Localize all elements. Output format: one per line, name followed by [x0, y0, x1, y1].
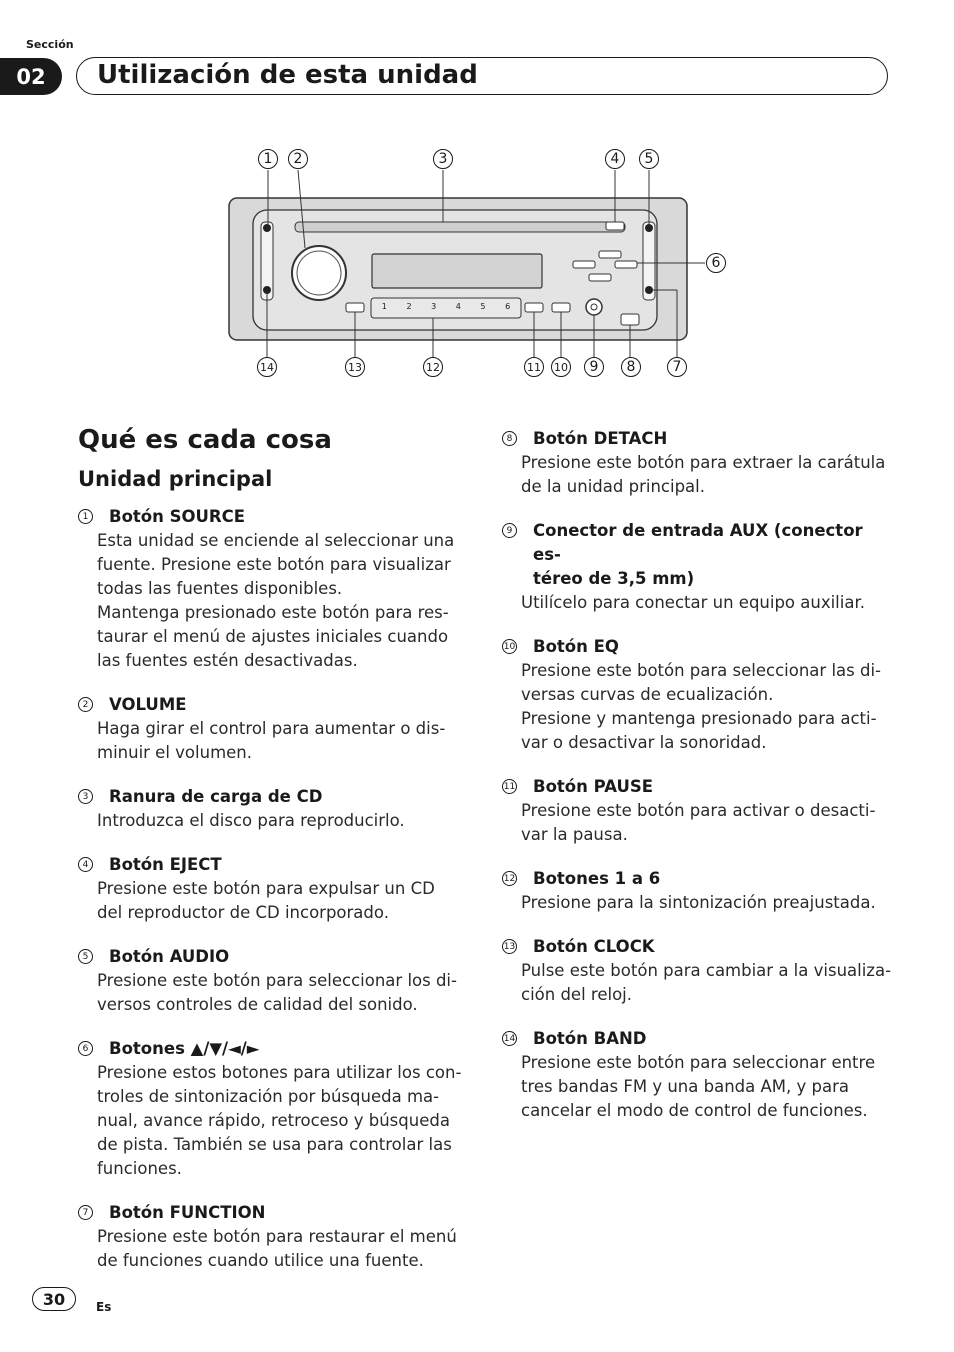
- section-number: 02: [0, 58, 62, 95]
- preset-labels: [372, 302, 520, 311]
- item-description: Presione estos botones para utilizar los con- troles de sintonización por búsqueda ma- nual, avance rápido, retroceso y búsqueda de pista. También se usa para controlar las funciones.: [97, 1063, 462, 1178]
- item-heading: [502, 519, 892, 591]
- item-title: Ranura de carga de CD: [109, 787, 323, 806]
- left-column: [78, 505, 468, 1293]
- item-description: Presione este botón para seleccionar las di- versas curvas de ecualización. Presione y mantenga presionado para acti- var o desactivar la sonoridad.: [521, 661, 881, 752]
- list-item: [502, 1027, 892, 1123]
- item-description: Presione este botón para expulsar un CD del reproductor de CD incorporado.: [97, 879, 435, 922]
- head-unit-illustration: [225, 140, 745, 390]
- list-item: [78, 1037, 468, 1181]
- callout-1: 1: [258, 149, 278, 169]
- list-item: [78, 853, 468, 925]
- list-item: [78, 505, 468, 673]
- item-number: 5: [78, 949, 93, 964]
- item-description: Pulse este botón para cambiar a la visualiza- ción del reloj.: [521, 961, 892, 1004]
- item-description: Presione este botón para seleccionar los di- versos controles de calidad del sonido.: [97, 971, 457, 1014]
- callout-14: 14: [257, 357, 277, 377]
- preset-4-label: 4: [455, 302, 461, 311]
- item-description: Presione este botón para activar o desacti- var la pausa.: [521, 801, 876, 844]
- callout-13: 13: [345, 357, 365, 377]
- item-number: 6: [78, 1041, 93, 1056]
- item-heading: [502, 867, 892, 891]
- item-heading: [502, 427, 892, 451]
- item-number: 1: [78, 509, 93, 524]
- page-number: 30: [32, 1287, 76, 1311]
- callout-6: 6: [706, 253, 726, 273]
- list-item: [78, 785, 468, 833]
- preset-3-label: 3: [431, 302, 437, 311]
- callout-8: 8: [621, 357, 641, 377]
- item-number: 3: [78, 789, 93, 804]
- item-title: Botón EJECT: [109, 855, 222, 874]
- item-title: Conector de entrada AUX (conector es- téreo de 3,5 mm): [533, 521, 863, 588]
- list-item: [502, 635, 892, 755]
- callout-12: 12: [423, 357, 443, 377]
- item-title: Botón EQ: [533, 637, 619, 656]
- item-number: 12: [502, 871, 517, 886]
- item-title: Botón FUNCTION: [109, 1203, 266, 1222]
- preset-5-label: 5: [480, 302, 486, 311]
- list-item: [502, 935, 892, 1007]
- section-label: Sección: [26, 38, 74, 51]
- item-number: 8: [502, 431, 517, 446]
- item-heading: [78, 853, 468, 877]
- item-description: Presione para la sintonización preajustada.: [521, 893, 876, 912]
- list-item: [502, 775, 892, 847]
- item-number: 7: [78, 1205, 93, 1220]
- item-title: Botón CLOCK: [533, 937, 655, 956]
- item-heading: [78, 945, 468, 969]
- item-description: Presione este botón para restaurar el menú de funciones cuando utilice una fuente.: [97, 1227, 457, 1270]
- item-title: Botón SOURCE: [109, 507, 246, 526]
- item-number: 14: [502, 1031, 517, 1046]
- list-item: [502, 867, 892, 915]
- item-number: 10: [502, 639, 517, 654]
- callout-10: 10: [551, 357, 571, 377]
- item-heading: [502, 775, 892, 799]
- item-description: Utilícelo para conectar un equipo auxiliar.: [521, 593, 865, 612]
- callout-9: 9: [584, 357, 604, 377]
- item-heading: [502, 635, 892, 659]
- item-title: VOLUME: [109, 695, 187, 714]
- item-heading: [78, 505, 468, 529]
- item-description: Presione este botón para extraer la carátula de la unidad principal.: [521, 453, 886, 496]
- item-number: 11: [502, 779, 517, 794]
- right-column: [502, 427, 892, 1143]
- item-heading: [78, 1201, 468, 1225]
- preset-1-label: 1: [381, 302, 387, 311]
- page-title: Qué es cada cosa: [78, 425, 332, 455]
- section-title: Utilización de esta unidad: [97, 60, 478, 90]
- callout-7: 7: [667, 357, 687, 377]
- item-heading: [502, 935, 892, 959]
- item-number: 9: [502, 523, 517, 538]
- item-title: Botón PAUSE: [533, 777, 654, 796]
- item-description: Esta unidad se enciende al seleccionar una fuente. Presione este botón para visualizar todas las fuentes disponibles. Mantenga presionado este botón para res- taurar el menú de ajustes iniciales cuando las fuentes estén desactivadas.: [97, 531, 455, 670]
- item-title: Botones ▲/▼/◄/►: [109, 1039, 260, 1058]
- callout-4: 4: [605, 149, 625, 169]
- page-subtitle: Unidad principal: [78, 467, 273, 491]
- callout-3: 3: [433, 149, 453, 169]
- item-title: Botón DETACH: [533, 429, 668, 448]
- item-number: 13: [502, 939, 517, 954]
- callout-2: 2: [288, 149, 308, 169]
- callout-5: 5: [639, 149, 659, 169]
- list-item: [78, 1201, 468, 1273]
- item-title: Botones 1 a 6: [533, 869, 661, 888]
- list-item: [78, 693, 468, 765]
- item-heading: [78, 693, 468, 717]
- item-description: Haga girar el control para aumentar o dis- minuir el volumen.: [97, 719, 446, 762]
- item-title: Botón AUDIO: [109, 947, 230, 966]
- item-heading: [78, 785, 468, 809]
- item-title: Botón BAND: [533, 1029, 647, 1048]
- list-item: [502, 427, 892, 499]
- item-heading: [502, 1027, 892, 1051]
- item-number: 4: [78, 857, 93, 872]
- item-description: Presione este botón para seleccionar entre tres bandas FM y una banda AM, y para cancelar el modo de control de funciones.: [521, 1053, 876, 1120]
- item-heading: [78, 1037, 468, 1061]
- preset-6-label: 6: [505, 302, 511, 311]
- item-number: 2: [78, 697, 93, 712]
- preset-2-label: 2: [406, 302, 412, 311]
- list-item: [78, 945, 468, 1017]
- item-description: Introduzca el disco para reproducirlo.: [97, 811, 405, 830]
- head-unit-diagram: [225, 140, 745, 390]
- language-code: Es: [96, 1300, 112, 1314]
- list-item: [502, 519, 892, 615]
- callout-11: 11: [524, 357, 544, 377]
